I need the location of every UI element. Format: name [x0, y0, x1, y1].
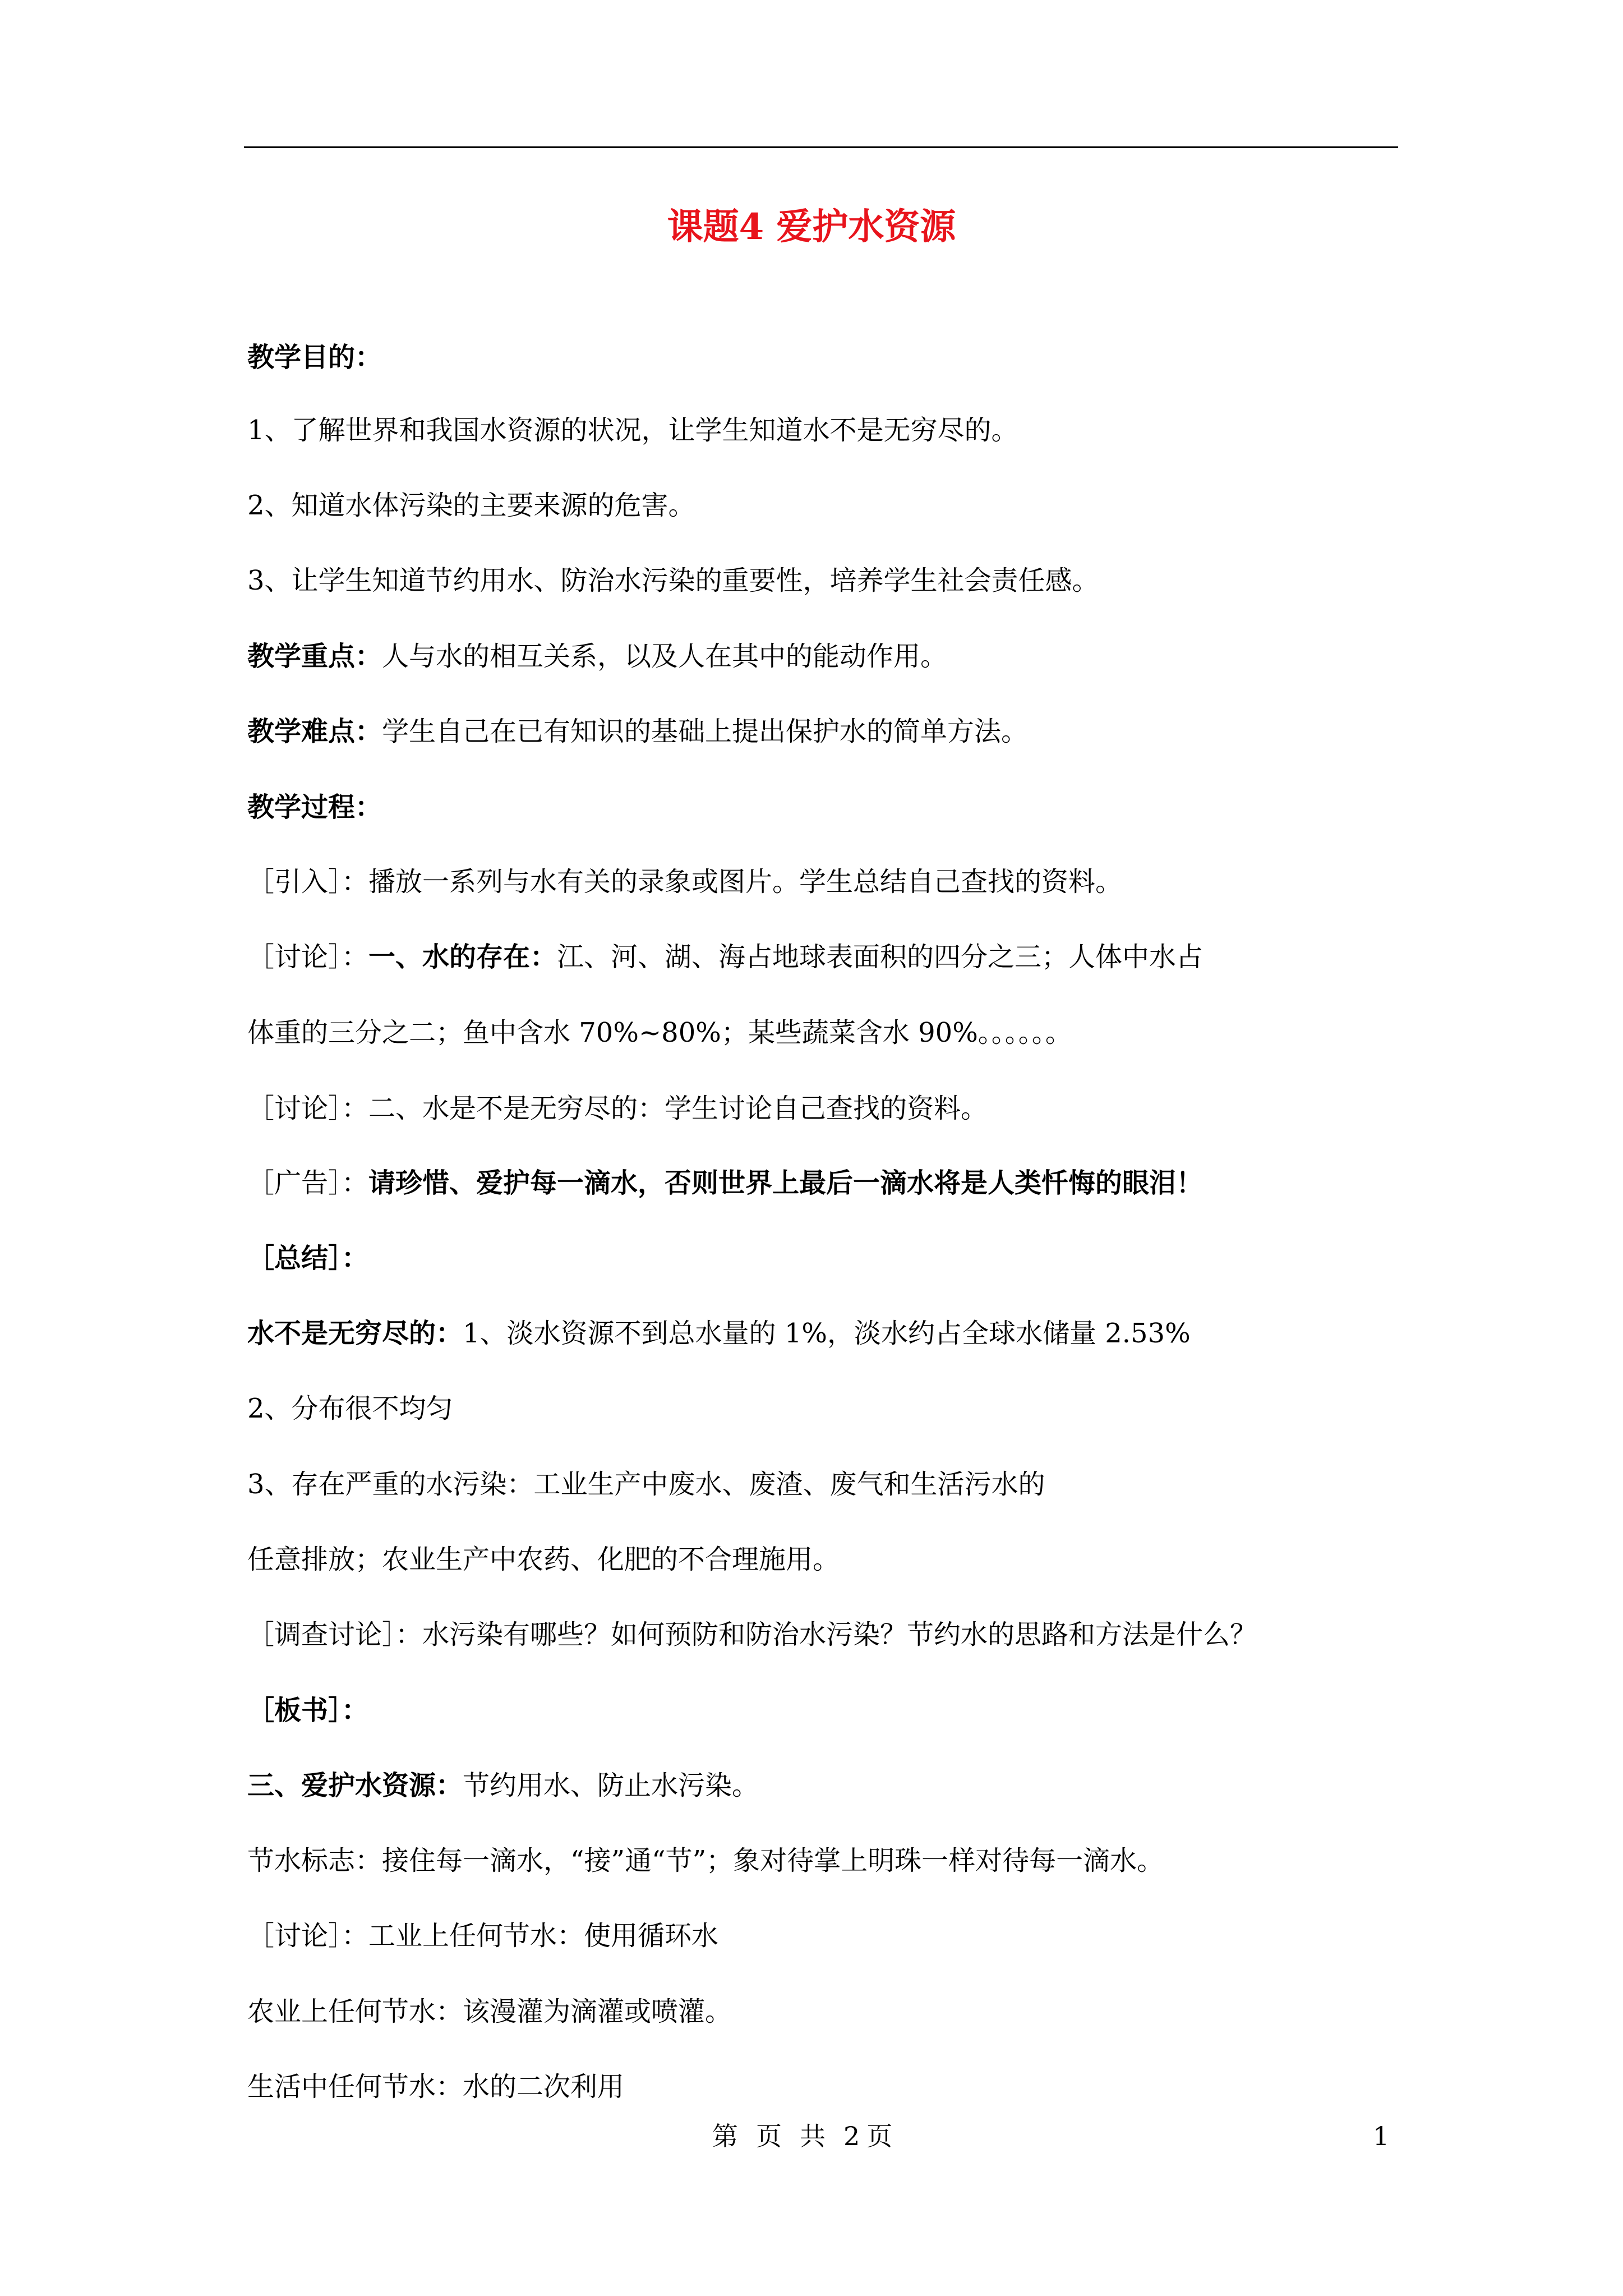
line-text: 1、淡水资源不到总水量的 1%，淡水约占全球水储量 2.53% [463, 1318, 1191, 1349]
footer-ye: 页 [756, 2121, 782, 2151]
bold-label: 水不是无穷尽的： [247, 1318, 463, 1349]
line-ad [247, 1165, 1203, 1202]
line-intro [247, 863, 1122, 900]
line-text: 2、知道水体污染的主要来源的危害。 [247, 490, 695, 521]
bold-label: ［总结］： [247, 1243, 369, 1274]
bold-label: 教学目的： [247, 342, 382, 373]
document-title: 课题4 爱护水资源 [667, 206, 956, 248]
header-rule [244, 146, 1398, 148]
line-objective-2 [247, 487, 695, 524]
footer-total: 2 [843, 2121, 860, 2151]
bold-label: 教学过程： [247, 792, 382, 823]
line-text: 工业上任何节水：使用循环水 [368, 1920, 719, 1952]
bold-label: 教学重点： [247, 641, 382, 672]
line-difficulty [247, 713, 1028, 750]
line-text: 学生自己在已有知识的基础上提出保护水的简单方法。 [382, 716, 1029, 747]
bold-label: ［板书］： [247, 1695, 369, 1726]
footer-di: 第 [712, 2121, 738, 2151]
line-discussion-2 [247, 1090, 988, 1127]
line-text: 二、水是不是无穷尽的：学生讨论自己查找的资料。 [368, 1093, 988, 1124]
line-board-heading [247, 1692, 368, 1729]
line-text: 2、分布很不均匀 [247, 1393, 453, 1424]
line-agri [247, 1993, 732, 2030]
bold-label: 请珍惜、爱护每一滴水，否则世界上最后一滴水将是人类忏悔的眼泪！ [368, 1167, 1204, 1199]
line-water-logo [247, 1842, 1164, 1879]
line-text: 任意排放；农业生产中农药、化肥的不合理施用。 [247, 1544, 840, 1575]
line-summary-3-cont [247, 1541, 840, 1578]
line-text: 节约用水、防止水污染。 [463, 1770, 759, 1801]
line-text: 播放一系列与水有关的录象或图片。学生总结自己查找的资料。 [368, 866, 1123, 898]
line-key-point [247, 638, 947, 675]
bracket-tag: ［讨论］： [247, 1920, 369, 1952]
bold-label: 教学难点： [247, 716, 382, 747]
line-discussion-3 [247, 1917, 718, 1954]
line-text: 水污染有哪些？如何预防和防治水污染？节约水的思路和方法是什么？ [422, 1619, 1257, 1650]
line-text: 生活中任何节水：水的二次利用 [247, 2071, 625, 2102]
bracket-tag: ［讨论］： [247, 1093, 369, 1124]
line-survey [247, 1616, 1257, 1653]
line-summary-heading [247, 1240, 368, 1277]
line-board-3 [247, 1767, 759, 1804]
line-text: 体重的三分之二；鱼中含水 70%~80%；某些蔬菜含水 90%。。。。。。 [247, 1017, 1072, 1048]
line-objective-3 [247, 562, 1099, 599]
line-summary-3 [247, 1466, 1045, 1503]
bracket-tag: ［广告］： [247, 1167, 369, 1199]
line-summary-1 [247, 1315, 1191, 1352]
line-life [247, 2068, 624, 2105]
bracket-tag: ［调查讨论］： [247, 1619, 423, 1650]
line-text: 3、让学生知道节约用水、防治水污染的重要性，培养学生社会责任感。 [247, 565, 1099, 596]
line-objectives-heading [247, 339, 382, 376]
line-text: 人与水的相互关系，以及人在其中的能动作用。 [382, 641, 948, 672]
line-text: 江、河、湖、海占地球表面积的四分之三；人体中水占 [557, 941, 1204, 973]
bold-label: 一、水的存在： [368, 941, 557, 973]
line-summary-2 [247, 1390, 453, 1427]
line-text: 农业上任何节水：该漫灌为滴灌或喷灌。 [247, 1996, 732, 2027]
footer-gong: 共 [800, 2121, 826, 2151]
bold-label: 三、爱护水资源： [247, 1770, 463, 1801]
footer-ye2: 页 [866, 2121, 893, 2151]
line-discussion-1 [247, 938, 1203, 976]
line-discussion-1-cont [247, 1014, 1072, 1051]
bracket-tag: ［讨论］： [247, 941, 369, 973]
page-number: 1 [1373, 2121, 1390, 2151]
line-process-heading [247, 789, 382, 826]
bracket-tag: ［引入］： [247, 866, 369, 898]
line-text: 节水标志：接住每一滴水，“接”通“节”；象对待掌上明珠一样对待每一滴水。 [247, 1845, 1164, 1876]
line-text: 3、存在严重的水污染：工业生产中废水、废渣、废气和生活污水的 [247, 1469, 1045, 1500]
line-objective-1 [247, 412, 1018, 449]
line-text: 1、了解世界和我国水资源的状况，让学生知道水不是无穷尽的。 [247, 415, 1018, 446]
page-footer [712, 2119, 910, 2153]
